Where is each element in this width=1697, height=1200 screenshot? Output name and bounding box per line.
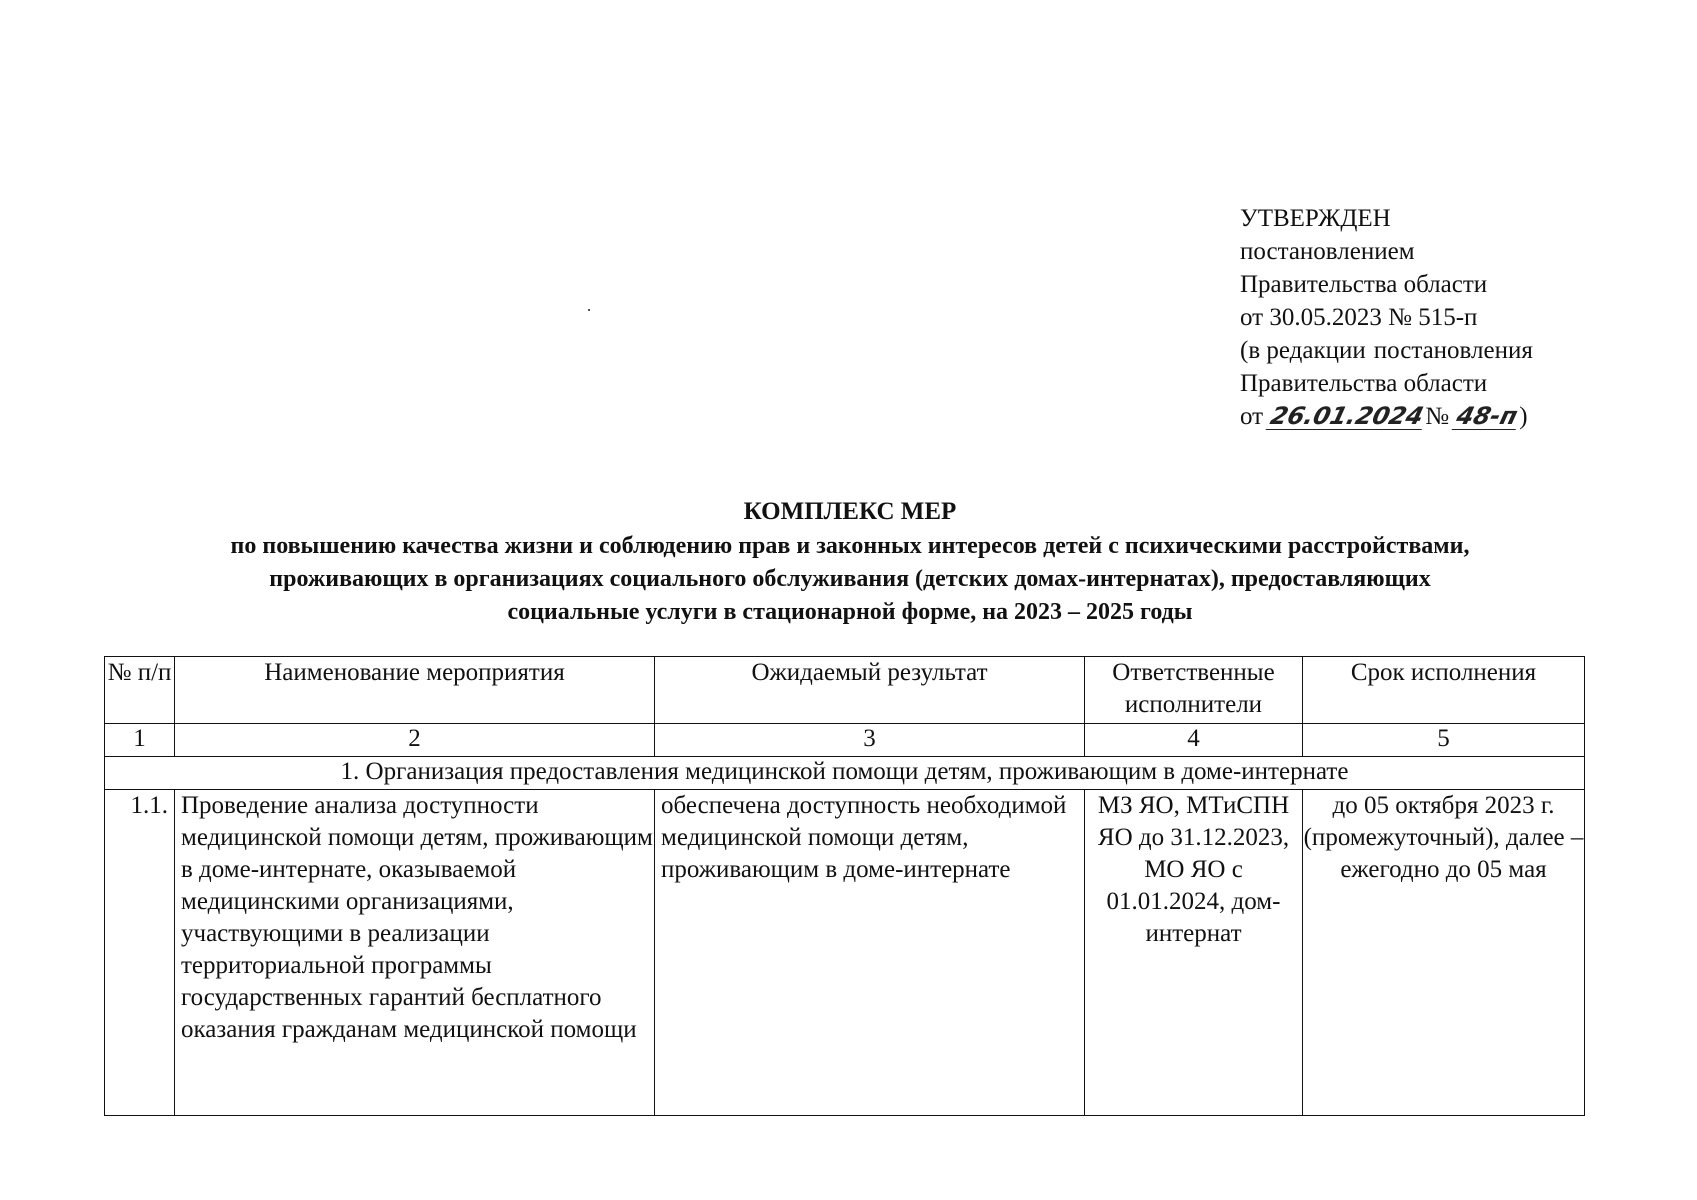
header-deadline: Срок исполнения — [1303, 657, 1585, 724]
document-title — [80, 494, 1620, 629]
header-action: Наименование мероприятия — [175, 657, 655, 724]
title-line: социальные услуги в стационарной форме, на 2023 – 2025 годы — [507, 599, 1193, 625]
header-result: Ожидаемый результат — [655, 657, 1085, 724]
scan-speck — [588, 309, 590, 311]
row-responsible: МЗ ЯО, МТиСПН ЯО до 31.12.2023, МО ЯО с 01.01.2024, дом-интернат — [1085, 790, 1303, 1116]
approval-line — [1240, 400, 1533, 433]
approval-heading: УТВЕРЖДЕН — [1240, 205, 1391, 232]
column-numbers-row — [105, 724, 1585, 757]
approval-line-part: постановления — [1373, 337, 1533, 364]
section-title: 1. Организация предоставления медицинской помощи детям, проживающим в доме-интернате — [105, 757, 1585, 790]
approval-close-paren: ) — [1519, 403, 1528, 430]
approval-line: Правительства области — [1240, 370, 1488, 397]
column-number: 2 — [175, 724, 655, 757]
approval-line: постановлением — [1240, 238, 1415, 265]
header-number: № п/п — [105, 657, 175, 724]
approval-block — [1240, 202, 1533, 433]
table-header-row — [105, 657, 1585, 724]
row-deadline: до 05 октября 2023 г. (промежуточный), далее – ежегодно до 05 мая — [1303, 790, 1585, 1116]
approval-line-part: (в редакции — [1240, 337, 1366, 364]
approval-line: Правительства области — [1240, 271, 1488, 298]
title-line: проживающих в организациях социального обслуживания (детских домах-интернатах), предоставляющих — [269, 566, 1431, 592]
handwritten-date: 26.01.2024 — [1267, 402, 1427, 430]
column-number: 4 — [1085, 724, 1303, 757]
row-result: обеспечена доступность необходимой медицинской помощи детям, проживающим в доме-интернате — [655, 790, 1085, 1116]
column-number: 3 — [655, 724, 1085, 757]
measures-table — [104, 656, 1585, 1116]
table-row — [105, 790, 1585, 1116]
title-line: по повышению качества жизни и соблюдению прав и законных интересов детей с психическими расстройствами, — [230, 533, 1470, 559]
row-action: Проведение анализа доступности медицинской помощи детям, проживающим в доме-интернате, оказываемой медицинскими организациями, участвующими в реализации территориальной программы государственных гарантий бесплатного оказания гражданам медицинской помощи — [175, 790, 655, 1116]
approval-line — [1240, 334, 1533, 367]
approval-number-sign: № — [1425, 403, 1450, 430]
title-main: КОМПЛЕКС МЕР — [743, 498, 957, 525]
approval-from-label: от — [1240, 403, 1264, 430]
section-row — [105, 757, 1585, 790]
column-number: 1 — [105, 724, 175, 757]
row-number: 1.1. — [105, 790, 175, 1116]
header-responsible: Ответственные исполнители — [1085, 657, 1303, 724]
column-number: 5 — [1303, 724, 1585, 757]
approval-line: от 30.05.2023 № 515-п — [1240, 304, 1478, 331]
handwritten-number: 48-п — [1453, 402, 1521, 430]
